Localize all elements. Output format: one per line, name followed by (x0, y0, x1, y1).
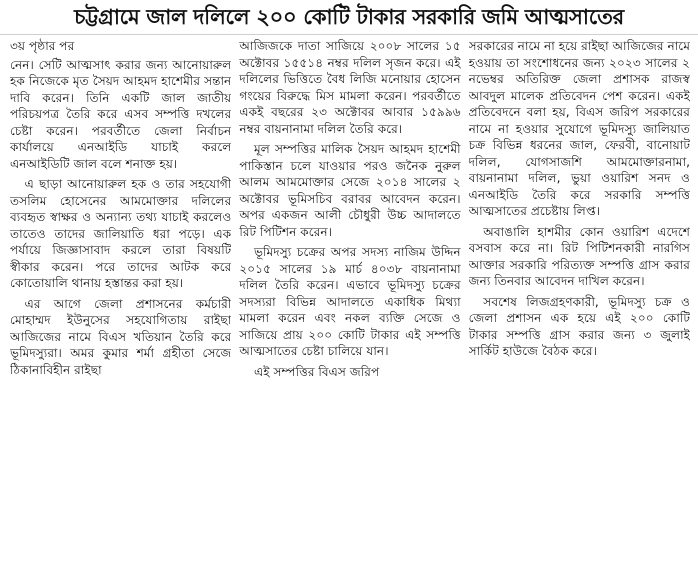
headline: চট্টগ্রামে জাল দলিলে ২০০ কোটি টাকার সরকারি জমি আত্মসাতের (0, 0, 698, 35)
column-2 (239, 38, 460, 566)
column-3 (469, 38, 690, 566)
paragraph: সরকারের নামে না হয়ে রাইছা আজিজের নামে হওয়ায় তা সংশোধনের জন্য ২০২৩ সালের ২ নভেম্বর অতিরিক্ত জেলা প্রশাসক রাজস্ব আবদুল মালেক প্রতিবেদন পেশ করেন। একই প্রতিবেদনে বলা হয়, বিএস জরিপ সরকারের নামে না হওয়ার সুযোগে ভূমিদস্যু জালিয়াত চক্র বিভিন্ন ধরনের জাল, ফেরবী, বানোয়াট দলিল, যোগসাজশি আমমোক্তারনামা, বায়নানামা দলিল, ভুয়া ওয়ারিশ সনদ ও এনআইডি তৈরি করে সরকারি সম্পত্তি আত্মসাতের প্রচেষ্টায় লিপ্ত। (468, 39, 690, 218)
column-1 (10, 38, 231, 566)
paragraph: আজিজকে দাতা সাজিয়ে ২০০৮ সালের ১৫ অক্টোবর ১৫৫১৪ নম্বর দলিল সৃজন করে। এই দলিলের ভিত্তিতে বৈধ লিজি মনোয়ার হোসেন গংয়ের বিরুদ্ধে মিস মামলা করেন। পরবর্তীতে একই বছরের ২৩ অক্টোবর আবার ১৫৯৯৬ নম্বর বায়নানামা দলিল তৈরি করে। (239, 39, 461, 136)
paragraph: এ ছাড়া আনোয়ারুল হক ও তার সহযোগী তসলিম হোসেনের আমমোক্তার দলিলের ব্যবহৃত স্বাক্ষর ও অন্যান্য তথ্য যাচাই করলেও তাতেও তাদের জালিয়াতি ধরা পড়ে। এক পর্যায়ে জিজ্ঞাসাবাদ করলে তারা বিষয়টি স্বীকার করেন। পরে তাদের আটক করে কোতোয়ালি থানায় হস্তান্তর করা হয়। (10, 177, 232, 290)
paragraph: নেন। সেটি আত্মসাৎ করার জন্য আনোয়ারুল হক নিজেকে মৃত সৈয়দ আহমদ হাশেমীর সন্তান দাবি করেন। তিনি একটি জাল জাতীয় পরিচয়পত্র তৈরি করে এসব সম্পত্তি দখলের চেষ্টা করেন। পরবর্তীতে জেলা নির্বাচন কার্যালয়ে এনআইডি যাচাই করলে এনআইডিটি জাল বলে শনাক্ত হয়। (10, 57, 232, 171)
paragraph: এই সম্পত্তির বিএস জরিপ (253, 364, 380, 379)
article-columns (10, 38, 690, 566)
continuation-label: ৩য় পৃষ্ঠার পর (10, 39, 75, 53)
paragraph: মূল সম্পত্তির মালিক সৈয়দ আহমদ হাশেমী পাকিস্তান চলে যাওয়ার পরও জনৈক নুরুল আলম আমমোক্তার সেজে ২০১৪ সালের ২ অক্টোবর ভূমিসচিব বরাবর আবেদন করেন। অপর একজন আলী চৌধুরী উচ্চ আদালতে রিট পিটিশন করেন। (239, 142, 461, 239)
paragraph: সবশেষ লিজগ্রহণকারী, ভূমিদস্যু চক্র ও জেলা প্রশাসন এক হয়ে এই ২০০ কোটি টাকার সম্পত্তি গ্রাস করার জন্য ৩ জুলাই সার্কিট হাউজে বৈঠক করে। (468, 294, 690, 358)
paragraph: ভূমিদস্যু চক্রের অপর সদস্য নাজিম উদ্দিন ২০১৫ সালের ১৯ মার্চ ৪০৩৮ বায়নানামা দলিল তৈরি করেন। এভাবে ভূমিদস্যু চক্রের সদস্যরা বিভিন্ন আদালতে একাধিক মিথ্যা মামলা করেন এবং নকল ব্যক্তি সেজে ও সাজিয়ে প্রায় ২০০ কোটি টাকার এই সম্পত্তি আত্মসাতের চেষ্টা চালিয়ে যান। (239, 245, 461, 358)
paragraph: এর আগে জেলা প্রশাসনের কর্মচারী মোহাম্মদ ইউনুসের সহযোগিতায় রাইছা আজিজের নামে বিএস খতিয়ান তৈরি করে ভূমিদস্যুরা। অমর কুমার শর্মা গ্রহীতা সেজে ঠিকানাবিহীন রাইছা (10, 296, 232, 377)
paragraph: অবাঙালি হাশমীর কোন ওয়ারিশ এদেশে বসবাস করে না। রিট পিটিশনকারী নারগিস আক্তার সরকারি পরিত্যক্ত সম্পত্তি গ্রাস করার জন্য তিনবার আবেদন দাখিল করেন। (468, 224, 690, 288)
